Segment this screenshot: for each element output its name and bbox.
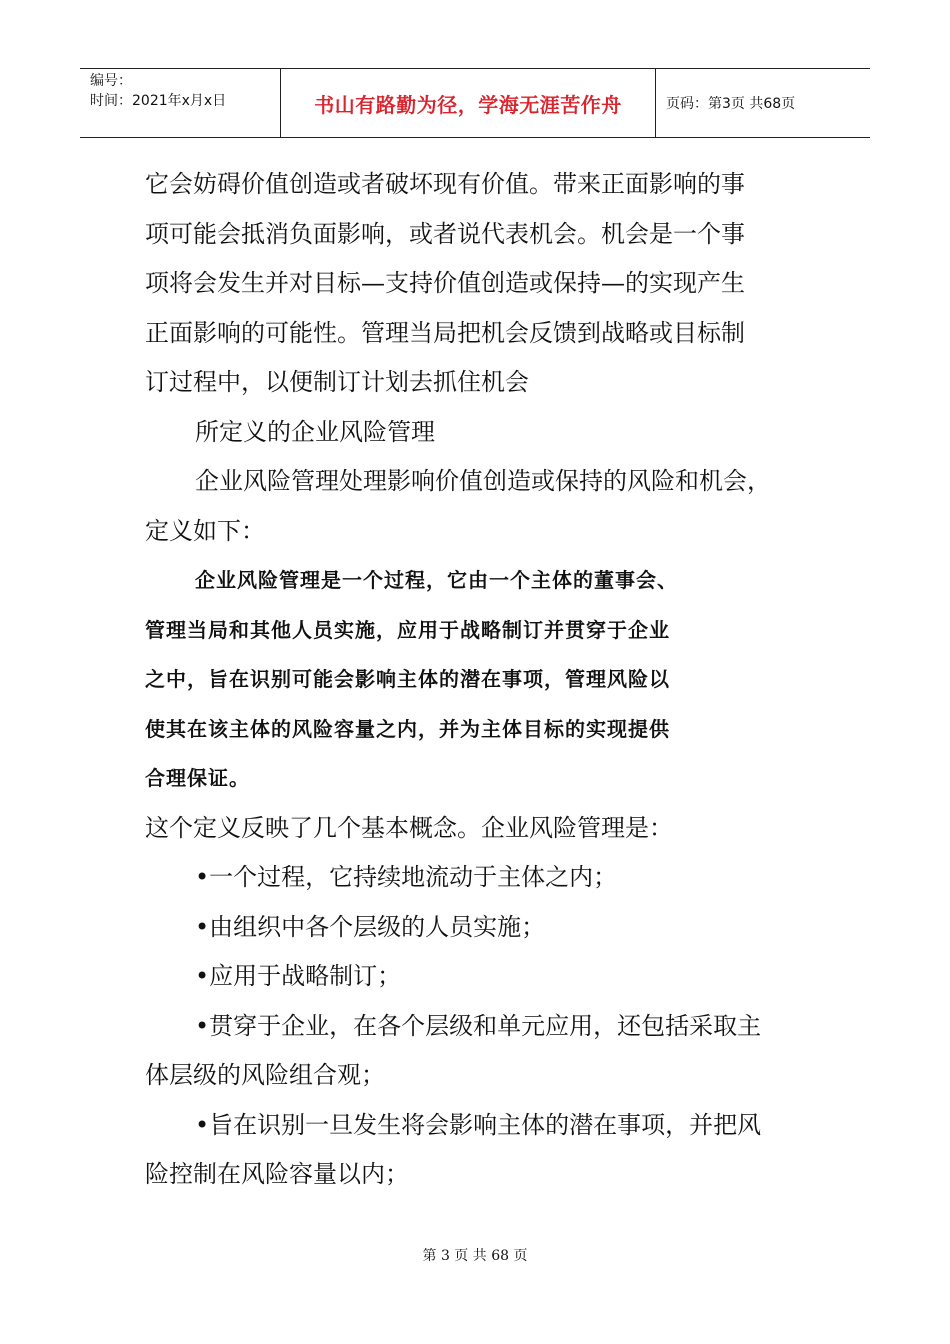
header-meta <box>80 69 280 137</box>
section-title: 所定义的企业风险管理 <box>195 417 435 446</box>
body-line: 正面影响的可能性。管理当局把机会反馈到战略或目标制 <box>145 318 745 347</box>
document-body <box>145 160 810 1200</box>
page-footer: 第 3 页 共 68 页 <box>422 1248 528 1264</box>
definition-line: 使其在该主体的风险容量之内，并为主体目标的实现提供 <box>145 716 670 741</box>
header-number-label: 编号： <box>90 73 132 89</box>
bullet-item: •旨在识别一旦发生将会影响主体的潜在事项，并把风 <box>195 1110 762 1139</box>
bullet-continuation: 险控制在风险容量以内； <box>145 1160 409 1188</box>
header-time-label: 时间：2021年x月x日 <box>90 93 227 109</box>
intro-line: 企业风险管理处理影响价值创造或保持的风险和机会， <box>195 467 771 495</box>
body-line: 订过程中，以便制订计划去抓住机会 <box>145 368 529 396</box>
intro-line: 定义如下： <box>145 516 265 545</box>
bullet-item: •贯穿于企业，在各个层级和单元应用，还包括采取主 <box>195 1011 762 1040</box>
definition-line: 管理当局和其他人员实施，应用于战略制订并贯穿于企业 <box>145 617 670 642</box>
body-line: 项将会发生并对目标—支持价值创造或保持—的实现产生 <box>145 269 745 297</box>
document-header <box>80 68 870 138</box>
concept-line: 这个定义反映了几个基本概念。企业风险管理是： <box>145 813 673 842</box>
body-line: 它会妨碍价值创造或者破坏现有价值。带来正面影响的事 <box>145 170 745 198</box>
body-line: 项可能会抵消负面影响，或者说代表机会。机会是一个事 <box>145 219 745 248</box>
header-page-label: 页码：第3页 共68页 <box>666 96 796 112</box>
definition-line: 企业风险管理是一个过程，它由一个主体的董事会、 <box>195 568 678 592</box>
bullet-item: •应用于战略制订； <box>195 962 402 990</box>
definition-line: 合理保证。 <box>145 766 250 790</box>
header-motto: 书山有路勤为径，学海无涯苦作舟 <box>280 69 656 137</box>
definition-line: 之中，旨在识别可能会影响主体的潜在事项，管理风险以 <box>145 667 670 691</box>
bullet-item: •一个过程，它持续地流动于主体之内； <box>195 863 618 891</box>
bullet-continuation: 体层级的风险组合观； <box>145 1061 385 1089</box>
bullet-item: •由组织中各个层级的人员实施； <box>195 912 546 941</box>
